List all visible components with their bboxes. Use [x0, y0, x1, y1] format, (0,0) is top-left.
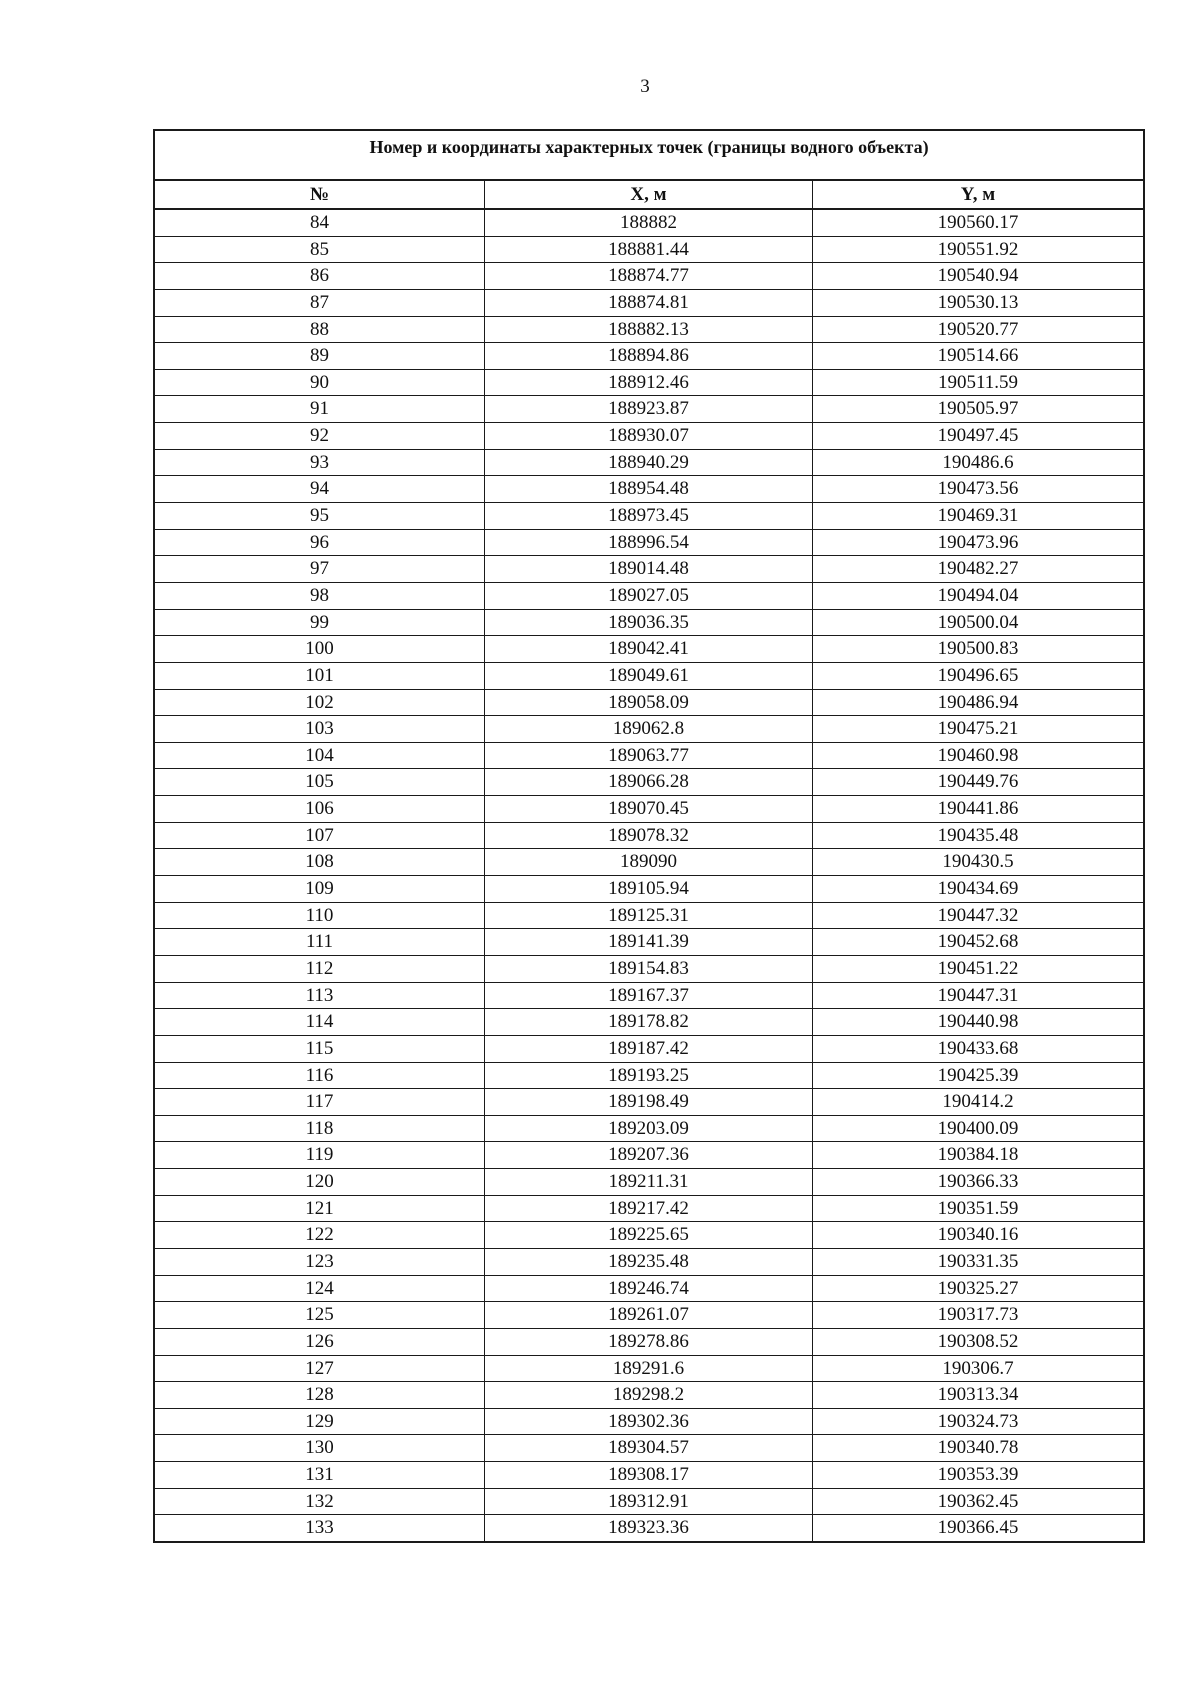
table-row [155, 876, 1143, 903]
table-row [155, 503, 1143, 530]
x-coordinate-cell: 188940.29 [485, 450, 813, 476]
point-number-cell: 100 [155, 636, 485, 662]
table-row [155, 1409, 1143, 1436]
table-row [155, 1036, 1143, 1063]
table-row [155, 849, 1143, 876]
table-row [155, 343, 1143, 370]
point-number-cell: 89 [155, 343, 485, 369]
table-row [155, 743, 1143, 770]
point-number-cell: 90 [155, 370, 485, 396]
y-coordinate-cell: 190325.27 [937, 1277, 1019, 1299]
table-row [155, 610, 1143, 637]
y-coordinate-cell: 190475.21 [937, 718, 1019, 740]
x-coordinate-cell: 189154.83 [485, 956, 813, 982]
table-row [155, 983, 1143, 1010]
table-row [155, 1009, 1143, 1036]
x-coordinate-cell: 189042.41 [485, 636, 813, 662]
y-coordinate-cell: 190317.73 [937, 1304, 1019, 1326]
y-coordinate-cell: 190530.13 [937, 291, 1019, 313]
x-coordinate-cell: 188912.46 [485, 370, 813, 396]
page-number: 3 [640, 76, 650, 97]
y-coordinate-cell: 190353.39 [937, 1464, 1019, 1486]
point-number-cell: 107 [155, 823, 485, 849]
y-coordinate-cell: 190447.32 [937, 904, 1019, 926]
point-number-cell: 130 [155, 1435, 485, 1461]
y-coordinate-cell: 190414.2 [942, 1091, 1014, 1113]
x-coordinate-cell: 189090 [485, 849, 813, 875]
point-number-cell: 102 [155, 690, 485, 716]
y-coordinate-cell: 190514.66 [937, 345, 1019, 367]
point-number-cell: 114 [155, 1009, 485, 1035]
x-coordinate-cell: 188954.48 [485, 476, 813, 502]
y-coordinate-cell: 190362.45 [937, 1490, 1019, 1512]
x-coordinate-cell: 189078.32 [485, 823, 813, 849]
x-coordinate-cell: 189207.36 [485, 1142, 813, 1168]
y-coordinate-cell: 190500.04 [937, 611, 1019, 633]
coordinates-table [153, 129, 1145, 1543]
x-coordinate-cell: 188882 [485, 210, 813, 236]
x-coordinate-cell: 188996.54 [485, 530, 813, 556]
x-coordinate-cell: 189036.35 [485, 610, 813, 636]
table-row [155, 1302, 1143, 1329]
x-coordinate-cell: 189070.45 [485, 796, 813, 822]
table-row [155, 1276, 1143, 1303]
point-number-cell: 117 [155, 1089, 485, 1115]
y-coordinate-cell: 190511.59 [937, 371, 1019, 393]
table-row [155, 716, 1143, 743]
y-coordinate-cell: 190351.59 [937, 1197, 1019, 1219]
x-coordinate-cell: 189298.2 [485, 1382, 813, 1408]
y-coordinate-cell: 190482.27 [937, 558, 1019, 580]
y-coordinate-cell: 190440.98 [937, 1011, 1019, 1033]
x-coordinate-cell: 188930.07 [485, 423, 813, 449]
table-row [155, 263, 1143, 290]
point-number-cell: 98 [155, 583, 485, 609]
x-coordinate-cell: 189246.74 [485, 1276, 813, 1302]
table-row [155, 823, 1143, 850]
table-row [155, 237, 1143, 264]
point-number-cell: 128 [155, 1382, 485, 1408]
table-row [155, 1489, 1143, 1516]
y-coordinate-cell: 190473.56 [937, 478, 1019, 500]
table-header-row [155, 181, 1143, 210]
point-number-cell: 121 [155, 1196, 485, 1222]
y-coordinate-cell: 190366.45 [937, 1517, 1019, 1539]
table-row [155, 1249, 1143, 1276]
table-row [155, 290, 1143, 317]
y-coordinate-cell: 190441.86 [937, 798, 1019, 820]
point-number-cell: 105 [155, 769, 485, 795]
x-coordinate-cell: 189217.42 [485, 1196, 813, 1222]
table-row [155, 1089, 1143, 1116]
x-coordinate-cell: 189063.77 [485, 743, 813, 769]
y-coordinate-cell: 190486.6 [942, 451, 1014, 473]
table-row [155, 476, 1143, 503]
column-header-number: № [155, 181, 485, 208]
y-coordinate-cell: 190434.69 [937, 878, 1019, 900]
x-coordinate-cell: 188894.86 [485, 343, 813, 369]
y-coordinate-cell: 190313.34 [937, 1384, 1019, 1406]
x-coordinate-cell: 189302.36 [485, 1409, 813, 1435]
point-number-cell: 87 [155, 290, 485, 316]
table-row [155, 1116, 1143, 1143]
table-row [155, 1196, 1143, 1223]
y-coordinate-cell: 190520.77 [937, 318, 1019, 340]
point-number-cell: 131 [155, 1462, 485, 1488]
table-row [155, 1222, 1143, 1249]
y-coordinate-cell: 190497.45 [937, 425, 1019, 447]
x-coordinate-cell: 188881.44 [485, 237, 813, 263]
point-number-cell: 109 [155, 876, 485, 902]
table-row [155, 1356, 1143, 1383]
table-row [155, 317, 1143, 344]
point-number-cell: 126 [155, 1329, 485, 1355]
y-coordinate-cell: 190384.18 [937, 1144, 1019, 1166]
x-coordinate-cell: 189235.48 [485, 1249, 813, 1275]
point-number-cell: 123 [155, 1249, 485, 1275]
x-coordinate-cell: 189167.37 [485, 983, 813, 1009]
y-coordinate-cell: 190560.17 [937, 212, 1019, 233]
table-row [155, 796, 1143, 823]
x-coordinate-cell: 189027.05 [485, 583, 813, 609]
point-number-cell: 96 [155, 530, 485, 556]
y-coordinate-cell: 190340.78 [937, 1437, 1019, 1459]
point-number-cell: 129 [155, 1409, 485, 1435]
x-coordinate-cell: 188874.77 [485, 263, 813, 289]
y-coordinate-cell: 190460.98 [937, 744, 1019, 766]
table-row [155, 903, 1143, 930]
point-number-cell: 95 [155, 503, 485, 529]
x-coordinate-cell: 188923.87 [485, 396, 813, 422]
table-row [155, 1382, 1143, 1409]
table-row [155, 1462, 1143, 1489]
point-number-cell: 86 [155, 263, 485, 289]
y-coordinate-cell: 190324.73 [937, 1410, 1019, 1432]
y-coordinate-cell: 190473.96 [937, 531, 1019, 553]
y-coordinate-cell: 190496.65 [937, 664, 1019, 686]
table-row [155, 556, 1143, 583]
x-coordinate-cell: 189066.28 [485, 769, 813, 795]
x-coordinate-cell: 189141.39 [485, 929, 813, 955]
point-number-cell: 88 [155, 317, 485, 343]
y-coordinate-cell: 190505.97 [937, 398, 1019, 420]
point-number-cell: 120 [155, 1169, 485, 1195]
x-coordinate-cell: 188882.13 [485, 317, 813, 343]
x-coordinate-cell: 189278.86 [485, 1329, 813, 1355]
table-row [155, 583, 1143, 610]
point-number-cell: 92 [155, 423, 485, 449]
point-number-cell: 111 [155, 929, 485, 955]
point-number-cell: 115 [155, 1036, 485, 1062]
point-number-cell: 133 [155, 1515, 485, 1541]
point-number-cell: 97 [155, 556, 485, 582]
table-row [155, 1142, 1143, 1169]
table-row [155, 396, 1143, 423]
y-coordinate-cell: 190306.7 [942, 1357, 1014, 1379]
x-coordinate-cell: 189058.09 [485, 690, 813, 716]
y-coordinate-cell: 190451.22 [937, 957, 1019, 979]
point-number-cell: 113 [155, 983, 485, 1009]
y-coordinate-cell: 190452.68 [937, 931, 1019, 953]
y-coordinate-cell: 190447.31 [937, 984, 1019, 1006]
table-body [155, 210, 1143, 1541]
y-coordinate-cell: 190500.83 [937, 638, 1019, 660]
y-coordinate-cell: 190469.31 [937, 505, 1019, 527]
y-coordinate-cell: 190433.68 [937, 1037, 1019, 1059]
table-row [155, 1169, 1143, 1196]
point-number-cell: 85 [155, 237, 485, 263]
table-row [155, 1515, 1143, 1541]
y-coordinate-cell: 190486.94 [937, 691, 1019, 713]
table-row [155, 210, 1143, 237]
table-row [155, 450, 1143, 477]
table-row [155, 636, 1143, 663]
y-coordinate-cell: 190449.76 [937, 771, 1019, 793]
x-coordinate-cell: 189323.36 [485, 1515, 813, 1541]
point-number-cell: 101 [155, 663, 485, 689]
point-number-cell: 84 [155, 210, 485, 236]
point-number-cell: 110 [155, 903, 485, 929]
table-row [155, 1063, 1143, 1090]
y-coordinate-cell: 190366.33 [937, 1171, 1019, 1193]
y-coordinate-cell: 190331.35 [937, 1250, 1019, 1272]
x-coordinate-cell: 189291.6 [485, 1356, 813, 1382]
y-coordinate-cell: 190540.94 [937, 265, 1019, 287]
point-number-cell: 122 [155, 1222, 485, 1248]
table-row [155, 370, 1143, 397]
point-number-cell: 119 [155, 1142, 485, 1168]
table-row [155, 769, 1143, 796]
point-number-cell: 118 [155, 1116, 485, 1142]
x-coordinate-cell: 189187.42 [485, 1036, 813, 1062]
x-coordinate-cell: 189105.94 [485, 876, 813, 902]
table-title: Номер и координаты характерных точек (границы водного объекта) [155, 131, 1143, 181]
x-coordinate-cell: 189304.57 [485, 1435, 813, 1461]
table-row [155, 663, 1143, 690]
x-coordinate-cell: 189261.07 [485, 1302, 813, 1328]
point-number-cell: 125 [155, 1302, 485, 1328]
x-coordinate-cell: 189203.09 [485, 1116, 813, 1142]
table-row [155, 956, 1143, 983]
x-coordinate-cell: 189198.49 [485, 1089, 813, 1115]
x-coordinate-cell: 189225.65 [485, 1222, 813, 1248]
table-row [155, 1329, 1143, 1356]
y-coordinate-cell: 190494.04 [937, 584, 1019, 606]
y-coordinate-cell: 190425.39 [937, 1064, 1019, 1086]
x-coordinate-cell: 189193.25 [485, 1063, 813, 1089]
point-number-cell: 124 [155, 1276, 485, 1302]
point-number-cell: 103 [155, 716, 485, 742]
x-coordinate-cell: 189062.8 [485, 716, 813, 742]
y-coordinate-cell: 190340.16 [937, 1224, 1019, 1246]
column-header-y: Y, м [960, 184, 996, 205]
table-row [155, 929, 1143, 956]
point-number-cell: 127 [155, 1356, 485, 1382]
point-number-cell: 91 [155, 396, 485, 422]
x-coordinate-cell: 189308.17 [485, 1462, 813, 1488]
point-number-cell: 104 [155, 743, 485, 769]
x-coordinate-cell: 188973.45 [485, 503, 813, 529]
point-number-cell: 94 [155, 476, 485, 502]
y-coordinate-cell: 190435.48 [937, 824, 1019, 846]
x-coordinate-cell: 189312.91 [485, 1489, 813, 1515]
point-number-cell: 106 [155, 796, 485, 822]
table-row [155, 690, 1143, 717]
point-number-cell: 132 [155, 1489, 485, 1515]
table-row [155, 1435, 1143, 1462]
point-number-cell: 99 [155, 610, 485, 636]
x-coordinate-cell: 189014.48 [485, 556, 813, 582]
point-number-cell: 116 [155, 1063, 485, 1089]
point-number-cell: 93 [155, 450, 485, 476]
x-coordinate-cell: 189211.31 [485, 1169, 813, 1195]
y-coordinate-cell: 190308.52 [937, 1330, 1019, 1352]
table-row [155, 423, 1143, 450]
x-coordinate-cell: 188874.81 [485, 290, 813, 316]
x-coordinate-cell: 189178.82 [485, 1009, 813, 1035]
column-header-x: X, м [485, 181, 813, 208]
y-coordinate-cell: 190430.5 [942, 851, 1014, 873]
x-coordinate-cell: 189049.61 [485, 663, 813, 689]
point-number-cell: 112 [155, 956, 485, 982]
table-row [155, 530, 1143, 557]
x-coordinate-cell: 189125.31 [485, 903, 813, 929]
point-number-cell: 108 [155, 849, 485, 875]
y-coordinate-cell: 190400.09 [937, 1117, 1019, 1139]
y-coordinate-cell: 190551.92 [937, 238, 1019, 260]
